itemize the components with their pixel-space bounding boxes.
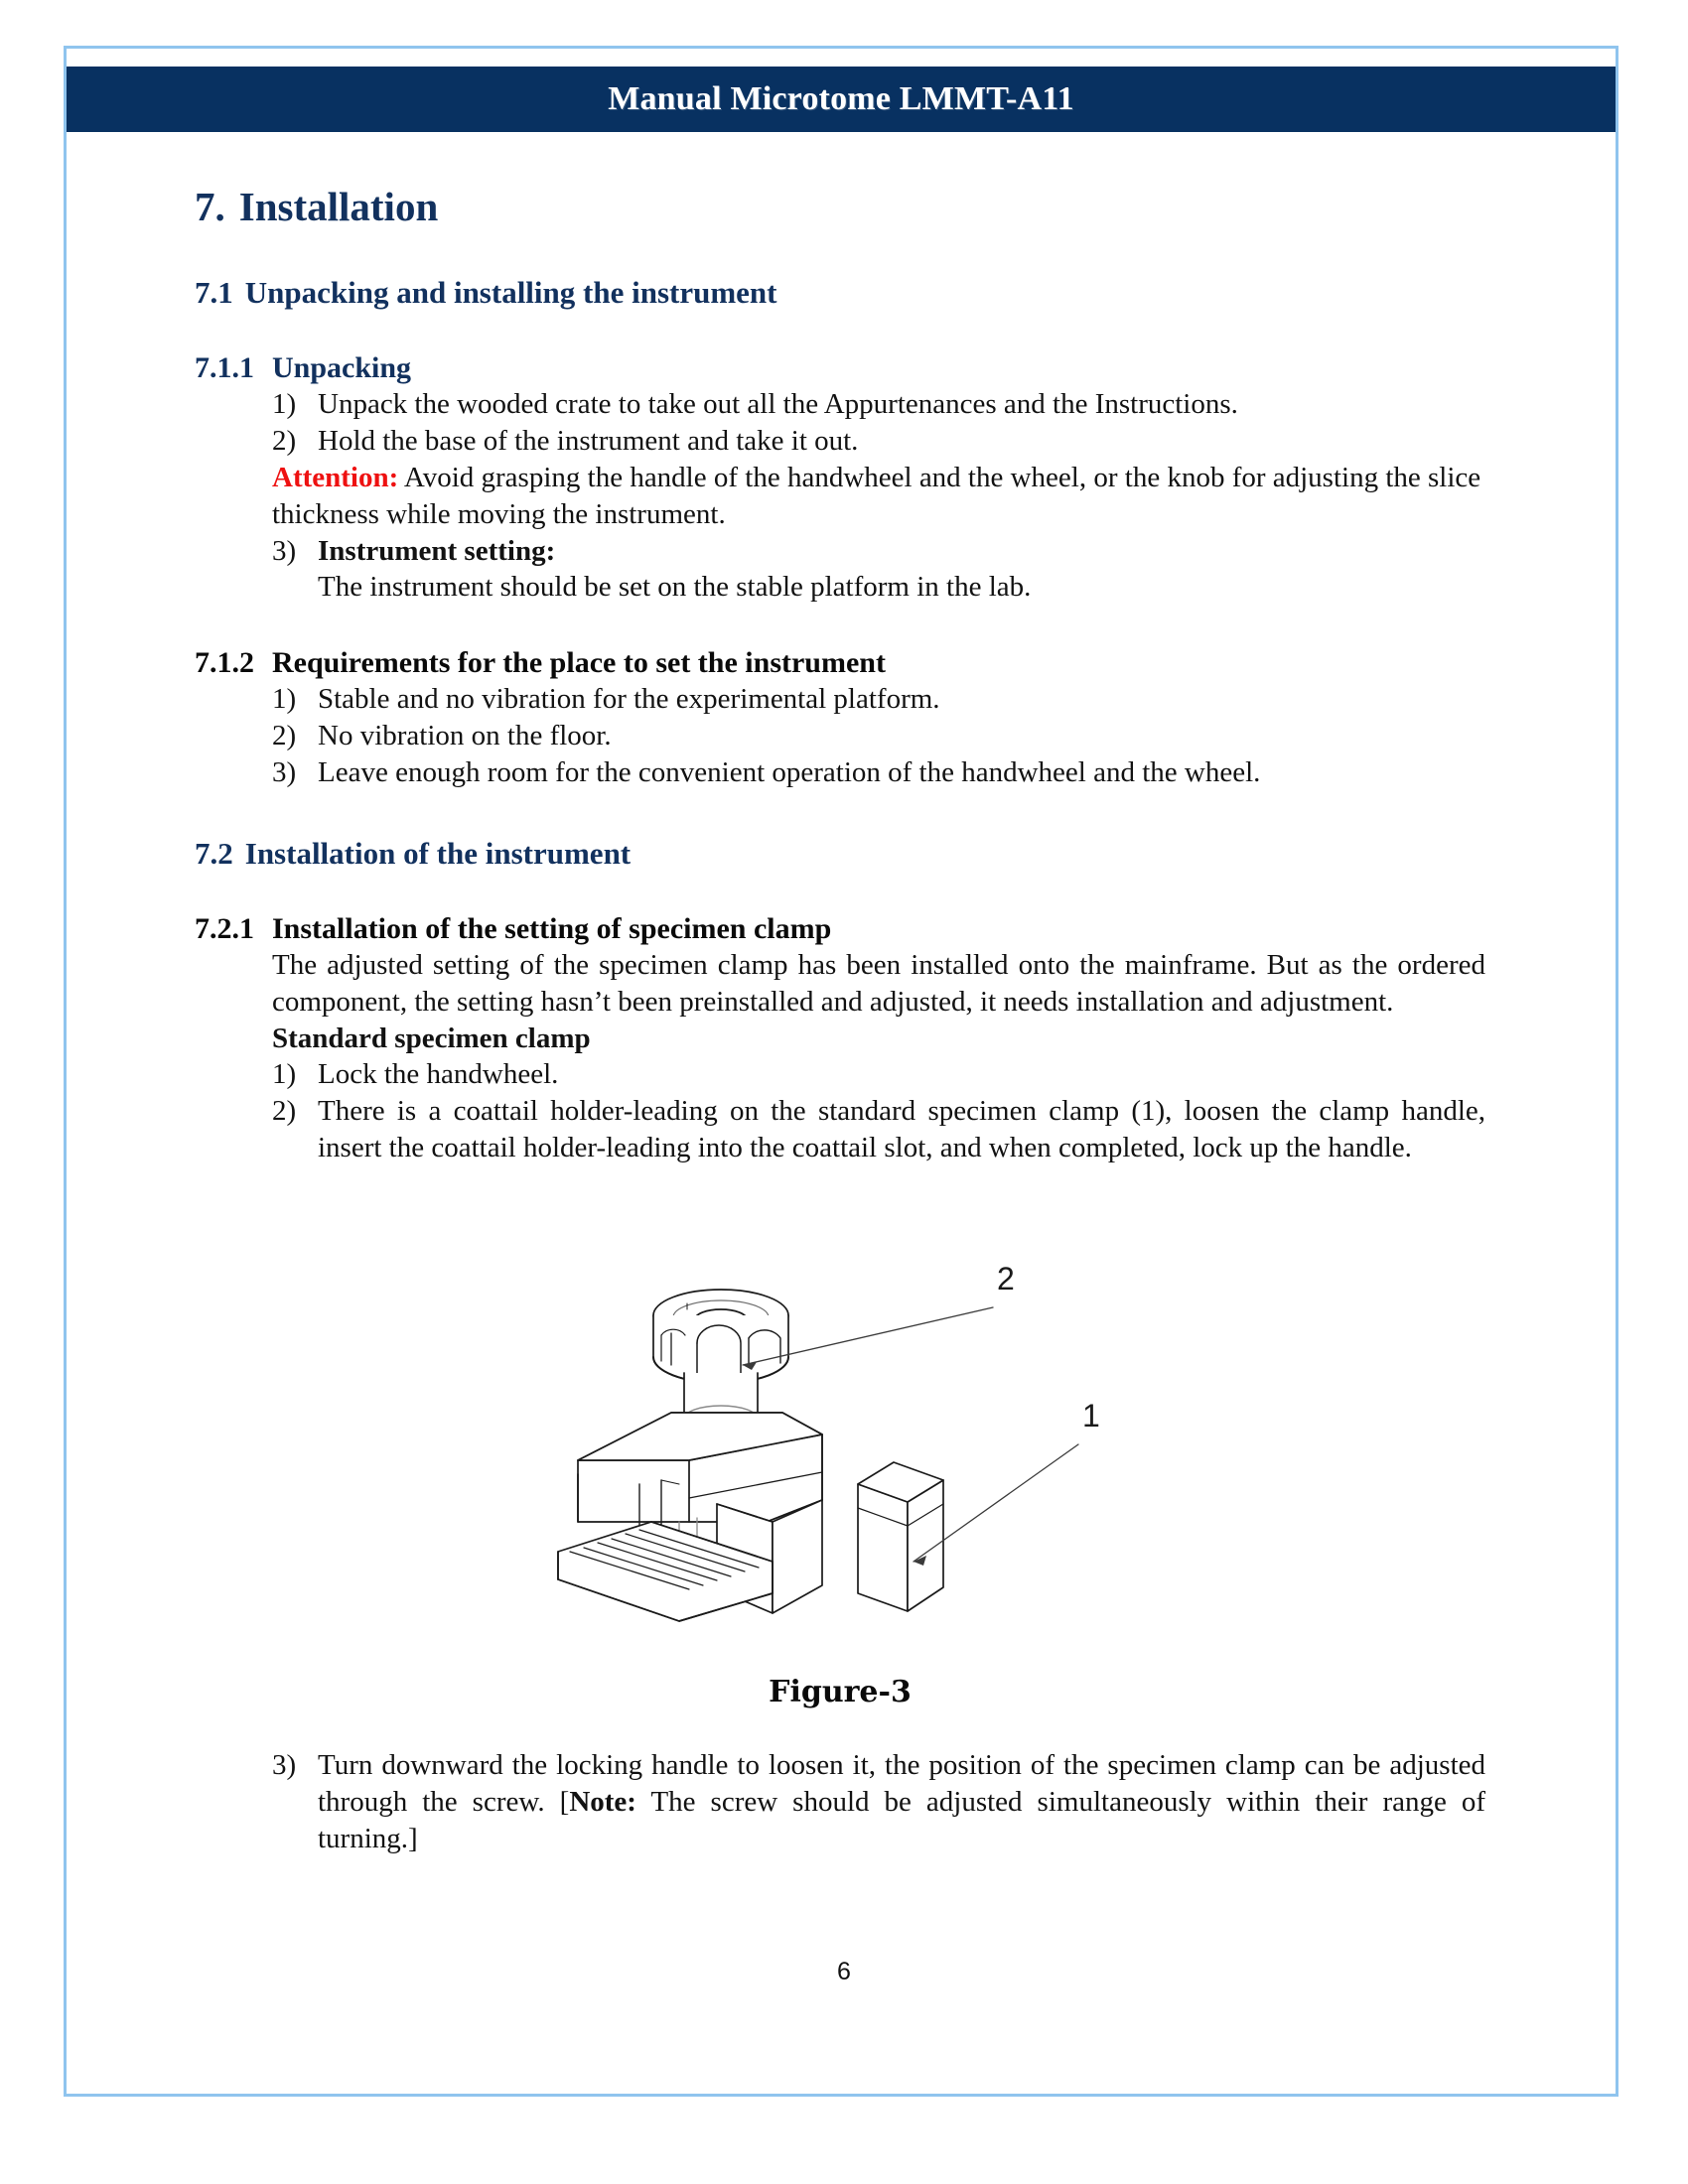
list-item-text-part1: Turn downward the locking handle to loosen it, the position of the specimen clamp can be adjusted through the screw. [ (318, 1748, 1485, 1818)
attention-text: Avoid grasping the handle of the handwheel and the wheel, or the knob for adjusting the slice thickness while moving the instrument. (272, 461, 1481, 530)
list-item-marker: 2) (272, 720, 297, 752)
list-item (272, 754, 1485, 791)
heading-section-7-2-1-title: Installation of the setting of specimen clamp (272, 911, 832, 945)
list-section-7-2-1-item3 (195, 1747, 1485, 1856)
heading-section-7-1-2 (195, 645, 1485, 681)
specimen-clamp-diagram-icon (522, 1224, 1158, 1641)
list-item-marker: 3) (272, 1748, 297, 1781)
list-item-marker: 3) (272, 755, 297, 788)
heading-section-7-1-number: 7.1 (195, 275, 233, 311)
section-7-2-1-paragraph: The adjusted setting of the specimen clamp has been installed onto the mainframe. But as the ordered component, the setting hasn’t been preinstalled and adjusted, it needs installation and adjustment. (272, 948, 1485, 1018)
note-label: Note: (569, 1785, 636, 1818)
heading-section-7-1-1 (195, 350, 1485, 386)
list-item (272, 533, 1485, 570)
page-content (195, 184, 1485, 1856)
instrument-setting-subtext: The instrument should be set on the stable platform in the lab. (318, 571, 1032, 604)
heading-section-7-2-1-number: 7.2.1 (195, 911, 254, 945)
list-section-7-1-2 (195, 681, 1485, 790)
list-section-7-1-1 (195, 386, 1485, 460)
list-item-marker: 1) (272, 683, 297, 716)
list-item-text: Leave enough room for the convenient operation of the handwheel and the wheel. (318, 755, 1261, 788)
heading-section-7-number: 7. (195, 184, 225, 229)
list-section-7-2-1 (195, 1056, 1485, 1165)
list-item-text: Stable and no vibration for the experimental platform. (318, 683, 940, 716)
list-item-text: Unpack the wooded crate to take out all the Appurtenances and the Instructions. (318, 388, 1238, 421)
heading-section-7-2-1 (195, 911, 1485, 947)
heading-section-7-title: Installation (238, 184, 439, 229)
figure-3-caption: Figure-3 (769, 1674, 912, 1709)
list-item (272, 1093, 1485, 1166)
list-item-text: No vibration on the floor. (318, 720, 612, 752)
heading-section-7-2-number: 7.2 (195, 835, 233, 871)
heading-section-7-1-2-number: 7.1.2 (195, 646, 254, 680)
standard-specimen-clamp-subheading: Standard specimen clamp (272, 1022, 591, 1054)
list-item-marker: 1) (272, 388, 297, 421)
list-item-marker: 1) (272, 1058, 297, 1091)
list-item-marker: 2) (272, 425, 297, 458)
heading-section-7 (195, 184, 1485, 230)
heading-section-7-2 (195, 835, 1485, 872)
list-item (272, 386, 1485, 423)
list-section-7-1-1-item3 (195, 533, 1485, 570)
figure-callout-label-2: 2 (997, 1260, 1015, 1297)
heading-section-7-1-1-title: Unpacking (272, 351, 412, 385)
list-item (272, 1747, 1485, 1856)
list-item-marker: 3) (272, 534, 297, 567)
list-item-text-part2: The screw should be adjusted simultaneously within their range of turning.] (318, 1785, 1486, 1854)
attention-paragraph (195, 460, 1485, 533)
heading-section-7-1-2-title: Requirements for the place to set the instrument (272, 646, 886, 680)
heading-section-7-2-title: Installation of the instrument (244, 835, 632, 871)
figure-3-block (195, 1224, 1485, 1709)
list-item-text: Hold the base of the instrument and take it out. (318, 425, 859, 458)
page-header-title: Manual Microtome LMMT-A11 (608, 80, 1074, 117)
list-item-text: Instrument setting: (318, 534, 556, 567)
list-item (272, 423, 1485, 460)
figure-callout-label-1: 1 (1082, 1397, 1100, 1433)
list-item-marker: 2) (272, 1095, 297, 1128)
page-number: 6 (837, 1958, 851, 1985)
list-item-text: Lock the handwheel. (318, 1058, 559, 1091)
list-item (272, 1056, 1485, 1093)
list-item-text (318, 1747, 1485, 1856)
heading-section-7-1-1-number: 7.1.1 (195, 351, 254, 385)
list-item (272, 681, 1485, 718)
page-header-band (67, 67, 1616, 132)
list-item-text: There is a coattail holder-leading on the standard specimen clamp (1), loosen the clamp handle, insert the coattail holder-leading into the coattail slot, and when completed, lock up the handle. (318, 1095, 1485, 1164)
heading-section-7-1-title: Unpacking and installing the instrument (244, 275, 777, 311)
heading-section-7-1 (195, 274, 1485, 311)
attention-label: Attention: (272, 461, 399, 493)
list-item (272, 718, 1485, 754)
